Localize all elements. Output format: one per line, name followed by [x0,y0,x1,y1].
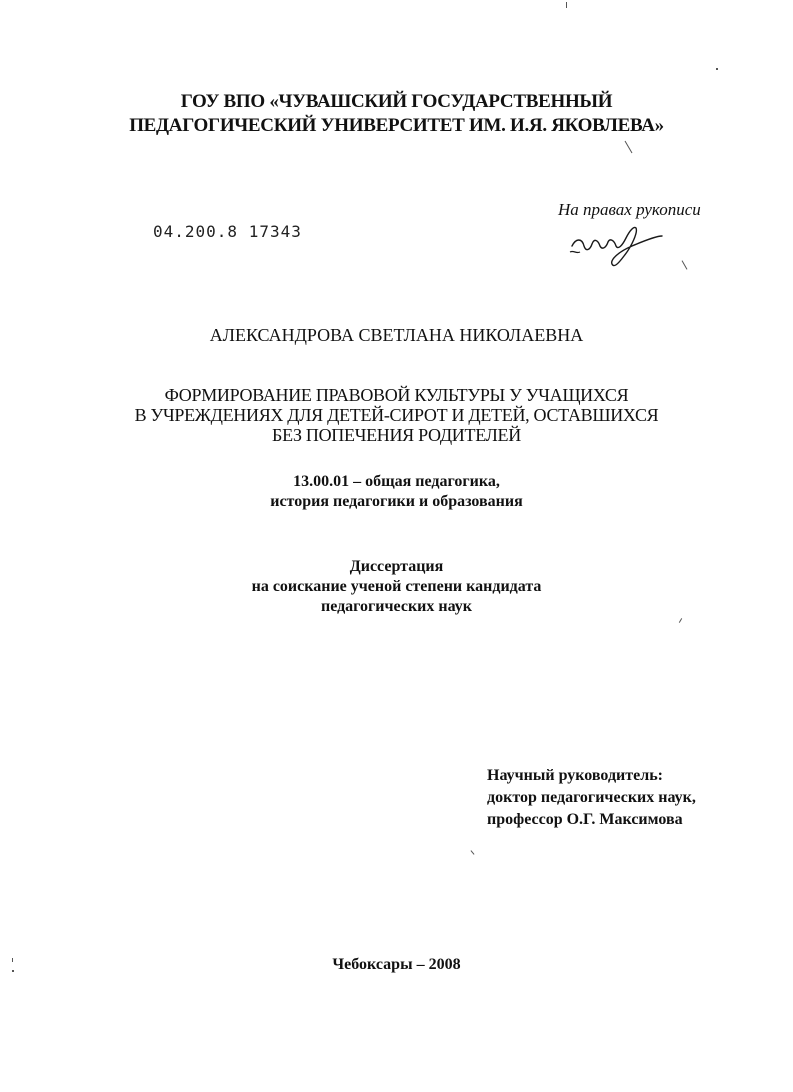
specialty-line-2: история педагогики и образования [270,493,523,510]
degree-statement [0,557,793,617]
supervisor-line-2: доктор педагогических наук, [487,789,696,806]
specialty-code [0,472,793,512]
scan-speck [625,141,633,154]
title-line-1: ФОРМИРОВАНИЕ ПРАВОВОЙ КУЛЬТУРЫ У УЧАЩИХСЯ [164,385,629,405]
manuscript-rights-note: На правах рукописи [558,200,701,219]
degree-line-2: на соискание ученой степени кандидата [251,578,542,595]
scan-speck [12,970,14,972]
city-and-year: Чебоксары – 2008 [332,956,461,973]
institution-line-2: ПЕДАГОГИЧЕСКИЙ УНИВЕРСИТЕТ ИМ. И.Я. ЯКОВЛЕВА» [129,115,664,136]
archive-stamp-number: 04.200.8 17343 [153,222,302,241]
supervisor-line-3: профессор О.Г. Максимова [487,811,683,828]
scan-speck [716,68,718,70]
handwritten-signature [562,216,672,276]
dissertation-title [0,385,793,445]
scan-speck [566,2,567,8]
degree-line-3: педагогических наук [320,598,473,615]
specialty-line-1: 13.00.01 – общая педагогика, [293,473,500,490]
degree-line-1: Диссертация [349,558,444,575]
institution-line-1: ГОУ ВПО «ЧУВАШСКИЙ ГОСУДАРСТВЕННЫЙ [180,91,613,112]
author-name: АЛЕКСАНДРОВА СВЕТЛАНА НИКОЛАЕВНА [209,325,584,345]
title-line-3: БЕЗ ПОПЕЧЕНИЯ РОДИТЕЛЕЙ [272,425,521,445]
scan-speck [682,260,688,269]
scan-speck [471,850,475,854]
title-line-2: В УЧРЕЖДЕНИЯХ ДЛЯ ДЕТЕЙ-СИРОТ И ДЕТЕЙ, ОСТАВШИХСЯ [134,405,659,425]
scan-speck [12,958,13,962]
scientific-supervisor [487,765,696,831]
supervisor-line-1: Научный руководитель: [487,767,663,784]
institution-header [0,90,793,138]
scan-speck [679,618,682,623]
